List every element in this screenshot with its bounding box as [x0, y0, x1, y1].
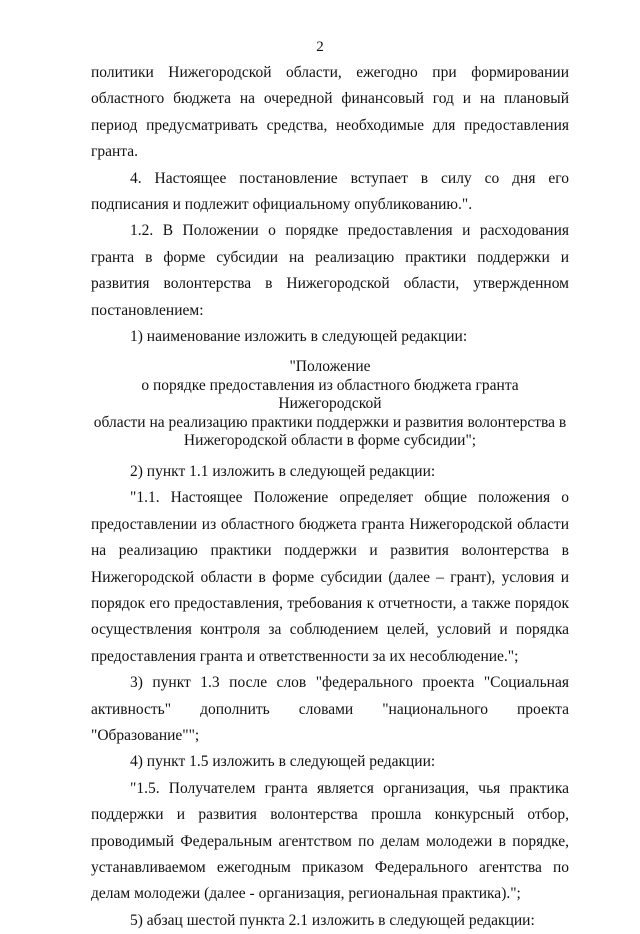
paragraph-1-1-text: "1.1. Настоящее Положение определяет общие положения о предоставлении из областного бюджета гранта Нижегородской области на реализацию практики поддержки и развития волонтерства в Нижегородской области в форме субсидии (далее – грант), условия и порядок его предоставления, требования к отчетности, а также порядок осуществления контроля за соблюдением целей, условий и порядка предоставления гранта и ответственности за их несоблюдение."; — [91, 489, 569, 665]
paragraph-sub-5: 5) абзац шестой пункта 2.1 изложить в следующей редакции: — [130, 911, 535, 929]
paragraph-1-2: 1.2. В Положении о порядке предоставления и расходования гранта в форме субсидии на реализацию практики поддержки и развития волонтерства в Нижегородской области, утвержденном постановлением: — [91, 222, 569, 319]
paragraph-continuation: политики Нижегородской области, ежегодно при формировании областного бюджета на очередной финансовый год и на плановый период предусматривать средства, необходимые для предоставления гранта. — [91, 64, 569, 161]
regulation-title-line-4: Нижегородской области в форме субсидии"; — [183, 432, 477, 450]
regulation-title-line-3: области на реализацию практики поддержки и развития волонтерства в — [93, 413, 567, 431]
regulation-title-line-1: "Положение — [289, 358, 371, 376]
paragraph-item-4: 4. Настоящее постановление вступает в силу со дня его подписания и подлежит официальному опубликованию.". — [91, 169, 569, 214]
document-body — [91, 60, 569, 934]
regulation-title-block — [91, 350, 569, 459]
paragraph-sub-1: 1) наименование изложить в следующей редакции: — [130, 328, 468, 346]
paragraph-sub-4: 4) пункт 1.5 изложить в следующей редакции: — [130, 753, 436, 771]
regulation-title-line-2: о порядке предоставления из областного бюджета гранта Нижегородской — [141, 376, 519, 413]
paragraph-1-5-text: "1.5. Получателем гранта является организация, чья практика поддержки и развития волонтерства прошла конкурсный отбор, проводимый Федеральным агентством по делам молодежи в порядке, устанавливаемом ежегодным приказом Федерального агентства по делам молодежи (далее - организация, региональная практика)."; — [91, 779, 569, 903]
paragraph-sub-3: 3) пункт 1.3 после слов "федерального проекта "Социальная активность" дополнить словами "национального проекта "Образование""; — [91, 674, 569, 745]
paragraph-sub-2: 2) пункт 1.1 изложить в следующей редакции: — [130, 462, 436, 480]
page-number: 2 — [316, 39, 324, 55]
